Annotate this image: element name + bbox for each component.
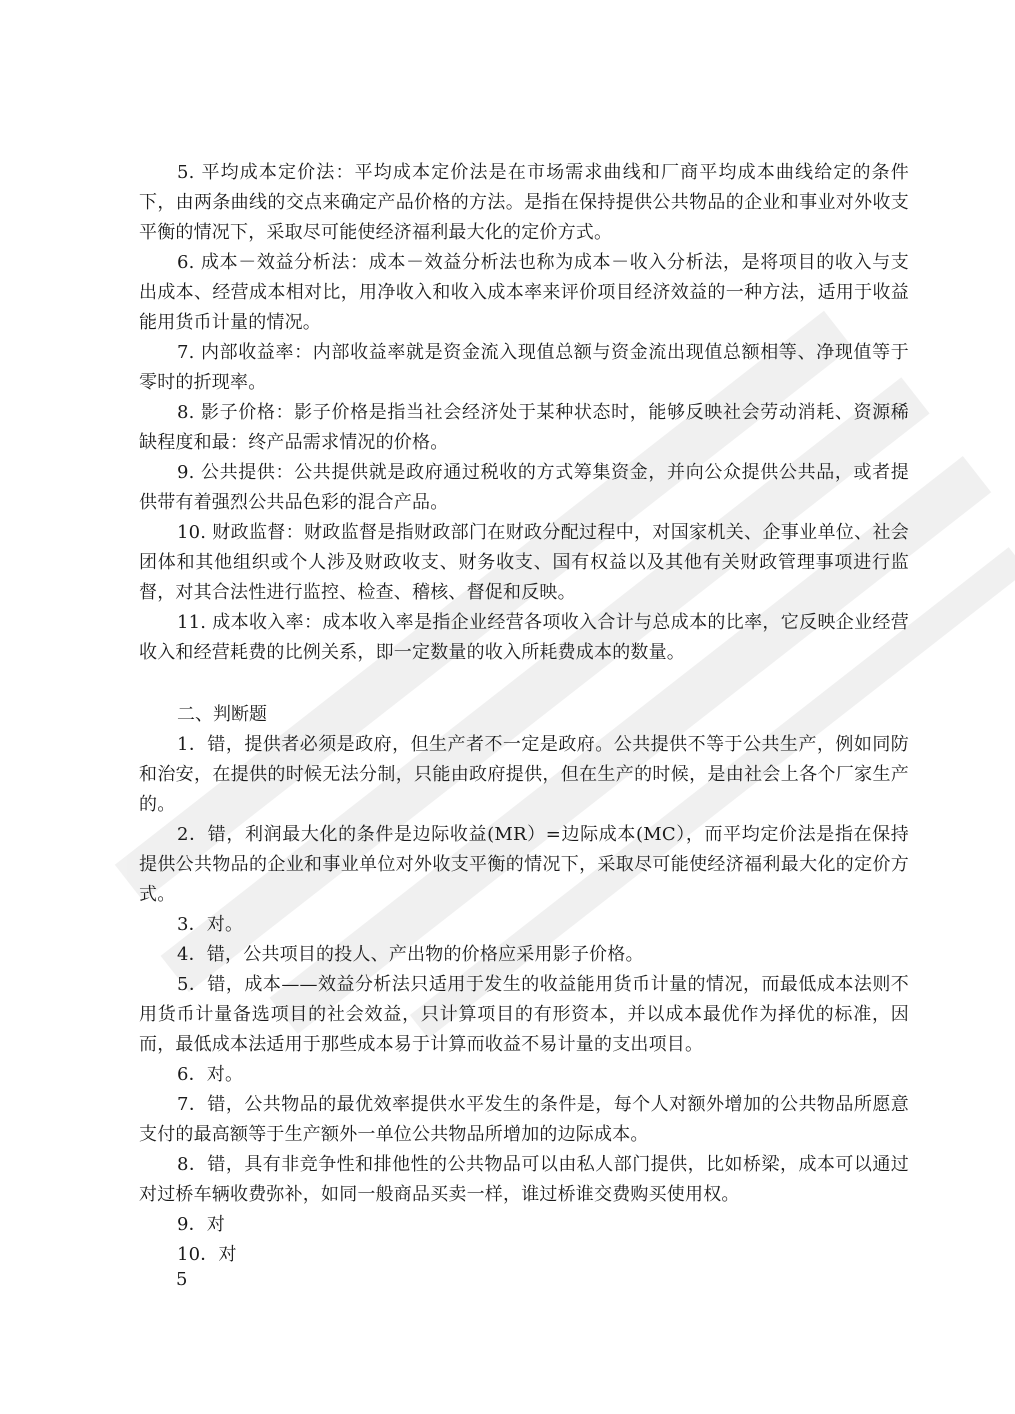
definition-8: 8. 影子价格：影子价格是指当社会经济处于某种状态时，能够反映社会劳动消耗、资源稀缺程度和最：终产品需求情况的价格。	[139, 402, 909, 453]
definition-7: 7. 内部收益率：内部收益率就是资金流入现值总额与资金流出现值总额相等、净现值等于零时的折现率。	[139, 342, 909, 393]
answer-3: 3．对。	[177, 914, 244, 935]
answer-1: 1．错，提供者必须是政府，但生产者不一定是政府。公共提供不等于公共生产，例如同防和治安，在提供的时候无法分制，只能由政府提供，但在生产的时候，是由社会上各个厂家生产的。	[139, 734, 909, 815]
answer-6: 6．对。	[177, 1064, 244, 1085]
definition-6: 6. 成本－效益分析法：成本－效益分析法也称为成本－收入分析法，是将项目的收入与支出成本、经营成本相对比，用净收入和收入成本率来评价项目经济效益的一种方法，适用于收益能用货币计量的情况。	[139, 252, 909, 333]
section-title: 二、判断题	[177, 704, 267, 725]
answer-7: 7．错，公共物品的最优效率提供水平发生的条件是，每个人对额外增加的公共物品所愿意支付的最高额等于生产额外一单位公共物品所增加的边际成本。	[139, 1094, 909, 1145]
page-number: 5	[176, 1269, 188, 1290]
answer-2: 2．错，利润最大化的条件是边际收益(MR）=边际成本(MC），而平均定价法是指在保持提供公共物品的企业和事业单位对外收支平衡的情况下，采取尽可能使经济福利最大化的定价方式。	[139, 824, 909, 905]
definition-5: 5. 平均成本定价法：平均成本定价法是在市场需求曲线和厂商平均成本曲线给定的条件下，由两条曲线的交点来确定产品价格的方法。是指在保持提供公共物品的企业和事业对外收支平衡的情况下，采取尽可能使经济福利最大化的定价方式。	[139, 162, 909, 243]
document-body	[139, 158, 909, 1270]
definition-10: 10. 财政监督：财政监督是指财政部门在财政分配过程中，对国家机关、企事业单位、社会团体和其他组织或个人涉及财政收支、财务收支、国有权益以及其他有关财政管理事项进行监督，对其合法性进行监控、检查、稽核、督促和反映。	[139, 522, 909, 603]
answer-8: 8．错，具有非竞争性和排他性的公共物品可以由私人部门提供，比如桥梁，成本可以通过对过桥车辆收费弥补，如同一般商品买卖一样，谁过桥谁交费购买使用权。	[139, 1154, 909, 1205]
definition-9: 9. 公共提供：公共提供就是政府通过税收的方式筹集资金，并向公众提供公共品，或者提供带有着强烈公共品色彩的混合产品。	[139, 462, 909, 513]
answer-4: 4．错，公共项目的投人、产出物的价格应采用影子价格。	[177, 944, 644, 965]
definition-11: 11. 成本收入率：成本收入率是指企业经营各项收入合计与总成本的比率，它反映企业经营收入和经营耗费的比例关系，即一定数量的收入所耗费成本的数量。	[139, 612, 909, 663]
answer-9: 9．对	[177, 1214, 226, 1235]
answer-5: 5．错，成本——效益分析法只适用于发生的收益能用货币计量的情况，而最低成本法则不用货币计量备选项目的社会效益，只计算项目的有形资本，并以成本最优作为择优的标准，因而，最低成本法适用于那些成本易于计算而收益不易计量的支出项目。	[139, 974, 909, 1055]
answer-10: 10．对	[177, 1244, 237, 1265]
